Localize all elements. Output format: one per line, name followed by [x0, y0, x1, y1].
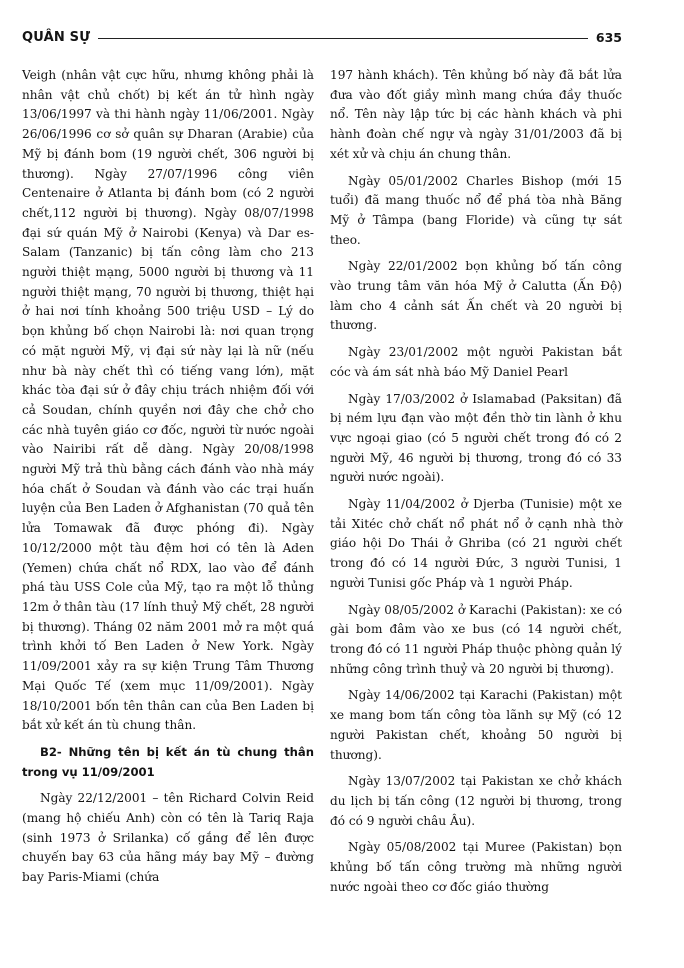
- page-header: [22, 30, 622, 50]
- section-title: QUÂN SỰ: [22, 30, 98, 45]
- paragraph: Ngày 22/12/2001 – tên Richard Colvin Reid (mang hộ chiếu Anh) còn có tên là Tariq Raja (sinh 1973 ở Srilanka) cố gắng để lên được chuyến bay 63 của hãng máy bay Mỹ – đường bay Paris-Miami (chứa: [22, 791, 314, 885]
- left-column: [22, 66, 314, 895]
- header-rule: [22, 38, 622, 39]
- paragraph: Ngày 05/08/2002 tại Muree (Pakistan) bọn khủng bố tấn công trường mà những người nước ngoài theo cơ đốc giáo thường: [330, 840, 622, 894]
- paragraph: Ngày 05/01/2002 Charles Bishop (mới 15 tuổi) đã mang thuốc nổ để phá tòa nhà Băng Mỹ ở Tâmpa (bang Floride) và cũng tự sát theo.: [330, 173, 622, 247]
- paragraph: Ngày 11/04/2002 ở Djerba (Tunisie) một xe tải Xitéc chở chất nổ phát nổ ở cạnh nhà thờ giáo hội Do Thái ở Ghriba (có 21 người chết trong đó có 14 người Đức, 3 người Tunisi, 1 người Tunisi gốc Pháp và 1 người Pháp.: [330, 497, 622, 590]
- paragraph: Ngày 23/01/2002 một người Pakistan bắt cóc và ám sát nhà báo Mỹ Daniel Pearl: [330, 345, 622, 379]
- paragraph-continued: 197 hành khách). Tên khủng bố này đã bắt lửa đưa vào đốt giầy mình mang chứa đầy thuốc nổ. Tên này lập tức bị các hành khách và phi hành đoàn chế ngự và ngày 31/01/2003 đã bị xét xử và chịu án chung thân.: [330, 68, 622, 161]
- paragraph: Ngày 17/03/2002 ở Islamabad (Paksitan) đã bị ném lựu đạn vào một đền thờ tin lành ở khu vực ngoại giao (có 5 người chết trong đó có 2 người Mỹ, 46 người bị thương, trong đó có 33 người nước ngoài).: [330, 391, 622, 485]
- paragraph: Ngày 22/01/2002 bọn khủng bố tấn công vào trung tâm văn hóa Mỹ ở Calutta (Ấn Độ) làm cho 4 cảnh sát Ấn chết và 20 người bị thương.: [330, 259, 622, 333]
- right-column: [330, 66, 622, 904]
- section-subheading: B2- Những tên bị kết án tù chung thân trong vụ 11/09/2001: [22, 744, 314, 779]
- paragraph: Veigh (nhân vật cực hữu, nhưng không phải là nhân vật chủ chốt) bị kết án tử hình ngày 13/06/1997 và thi hành ngày 11/06/2001. Ngày 26/06/1996 cơ sở quân sự Dharan (Arabie) của Mỹ bị đánh bom (19 người chết, 306 người bị thương). Ngày 27/07/1996 công viên Centenaire ở Atlanta bị đánh bom (có 2 người chết,112 người bị thương). Ngày 08/07/1998 đại sứ quán Mỹ ở Nairobi (Kenya) và Dar es-Salam (Tanzanic) bị tấn công làm cho 213 người thiệt mạng, 5000 người bị thương và 11 người thiệt mạng, 70 người bị thương, thiệt hại ở hai nơi tính khoảng 500 triệu USD – Lý do bọn khủng bố chọn Nairobi là: nơi quan trọng có mặt người Mỹ, vị đại sứ này lại là nữ (nếu như bà này chết thì có tiếng vang lớn), mặt khác tòa đại sứ ở đây chịu trách nhiệm đối với cả Soudan, chính quyền nơi đây che chở cho các nhà tuyên giáo cơ đốc, người từ nước ngoài vào Nairibi rất dễ dàng. Ngày 20/08/1998 người Mỹ trả thù bằng cách đánh vào nhà máy hóa chất ở Soudan và đánh vào các trại huấn luyện của Ben Laden ở Afghanistan (70 quả tên lửa Tomawak đã được phóng đi). Ngày 10/12/2000 một tàu đệm hơi có tên là Aden (Yemen) chứa chất nổ RDX, lao vào để đánh phá tàu USS Cole của Mỹ, tạo ra một lỗ thủng 12m ở thân tàu (17 lính thuỷ Mỹ chết, 28 người bị thương). Tháng 02 năm 2001 mở ra một quá trình khởi tố Ben Laden ở New York. Ngày 11/09/2001 xảy ra sự kiện Trung Tâm Thương Mại Quốc Tế (xem mục 11/09/2001). Ngày 18/10/2001 bốn tên thân can của Ben Laden bị bắt xử kết án tù chung thân.: [22, 68, 314, 733]
- paragraph: Ngày 14/06/2002 tại Karachi (Pakistan) một xe mang bom tấn công tòa lãnh sự Mỹ (có 12 người Pakistan chết, khoảng 50 người bị thương).: [330, 688, 622, 762]
- paragraph: Ngày 13/07/2002 tại Pakistan xe chở khách du lịch bị tấn công (12 người bị thương, trong đó có 9 người châu Âu).: [330, 774, 622, 828]
- page-number: 635: [588, 30, 622, 45]
- paragraph: Ngày 08/05/2002 ở Karachi (Pakistan): xe có gài bom đâm vào xe bus (có 14 người chết, trong đó có 11 người Pháp thuộc phòng quản lý những công trình thuỷ và 20 người bị thương).: [330, 602, 622, 676]
